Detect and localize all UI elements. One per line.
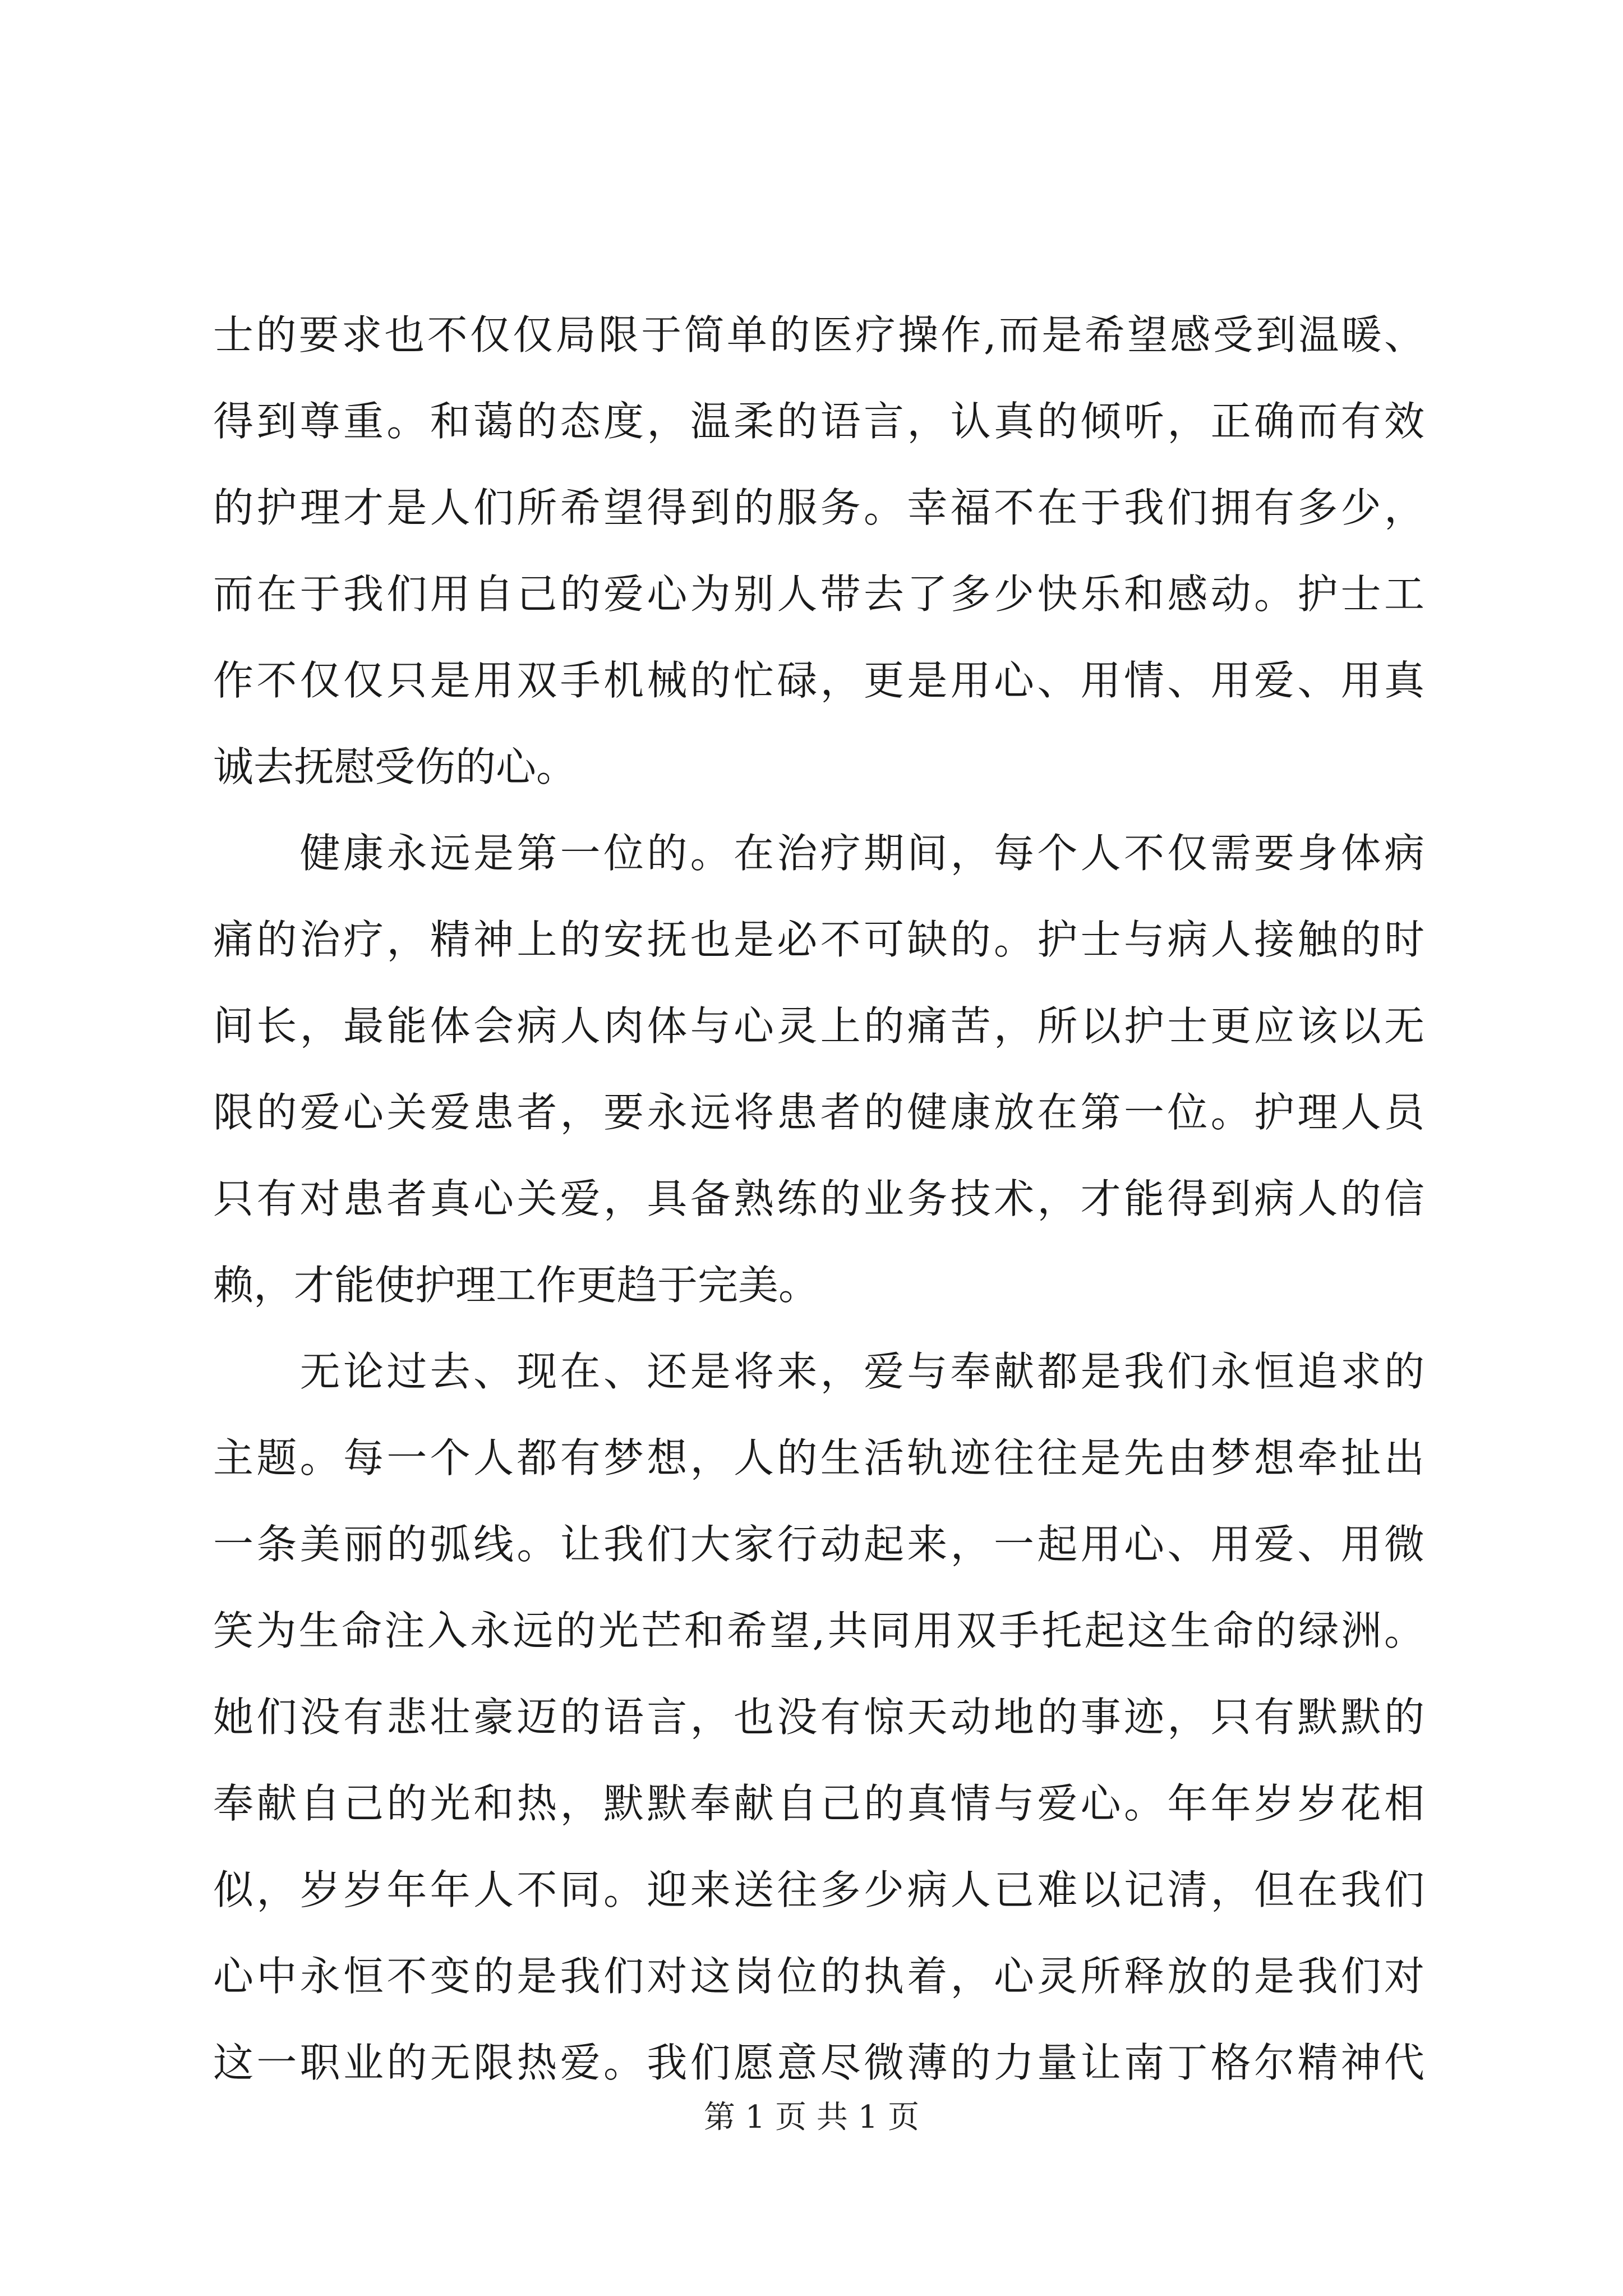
text-line: 心中永恒不变的是我们对这岗位的执着，心灵所释放的是我们对 bbox=[213, 1953, 1424, 2000]
text-line: 这一职业的无限热爱。我们愿意尽微薄的力量让南丁格尔精神代 bbox=[213, 2039, 1424, 2086]
text-line: 的护理才是人们所希望得到的服务。幸福不在于我们拥有多少， bbox=[213, 484, 1424, 531]
text-line: 作不仅仅只是用双手机械的忙碌，更是用心、用情、用爱、用真 bbox=[213, 657, 1424, 704]
page-footer: 第 1 页 共 1 页 bbox=[703, 2099, 920, 2136]
text-line: 一条美丽的弧线。让我们大家行动起来，一起用心、用爱、用微 bbox=[213, 1521, 1424, 1568]
text-line: 间长，最能体会病人肉体与心灵上的痛苦，所以护士更应该以无 bbox=[213, 1002, 1424, 1050]
text-line: 而在于我们用自己的爱心为别人带去了多少快乐和感动。护士工 bbox=[213, 570, 1424, 618]
text-line: 奉献自己的光和热，默默奉献自己的真情与爱心。年年岁岁花相 bbox=[213, 1780, 1424, 1827]
text-line: 得到尊重。和蔼的态度，温柔的语言，认真的倾听，正确而有效 bbox=[213, 398, 1424, 445]
text-line: 只有对患者真心关爱，具备熟练的业务技术，才能得到病人的信 bbox=[213, 1175, 1424, 1222]
text-line: 诚去抚慰受伤的心。 bbox=[213, 743, 577, 790]
text-line: 限的爱心关爱患者，要永远将患者的健康放在第一位。护理人员 bbox=[213, 1089, 1424, 1136]
text-line: 无论过去、现在、还是将来，爱与奉献都是我们永恒追求的 bbox=[213, 1348, 1424, 1395]
text-line: 士的要求也不仅仅局限于简单的医疗操作,而是希望感受到温暖、 bbox=[213, 311, 1424, 358]
text-line: 她们没有悲壮豪迈的语言，也没有惊天动地的事迹，只有默默的 bbox=[213, 1694, 1424, 1741]
text-line: 似，岁岁年年人不同。迎来送往多少病人已难以记清，但在我们 bbox=[213, 1866, 1424, 1913]
body-text bbox=[213, 292, 1424, 2106]
text-line: 健康永远是第一位的。在治疗期间，每个人不仅需要身体病 bbox=[213, 830, 1424, 877]
text-line: 笑为生命注入永远的光芒和希望,共同用双手托起这生命的绿洲。 bbox=[213, 1607, 1424, 1654]
text-line: 赖，才能使护理工作更趋于完美。 bbox=[213, 1262, 819, 1309]
text-line: 痛的治疗，精神上的安抚也是必不可缺的。护士与病人接触的时 bbox=[213, 916, 1424, 963]
text-line: 主题。每一个人都有梦想，人的生活轨迹往往是先由梦想牵扯出 bbox=[213, 1434, 1424, 1481]
